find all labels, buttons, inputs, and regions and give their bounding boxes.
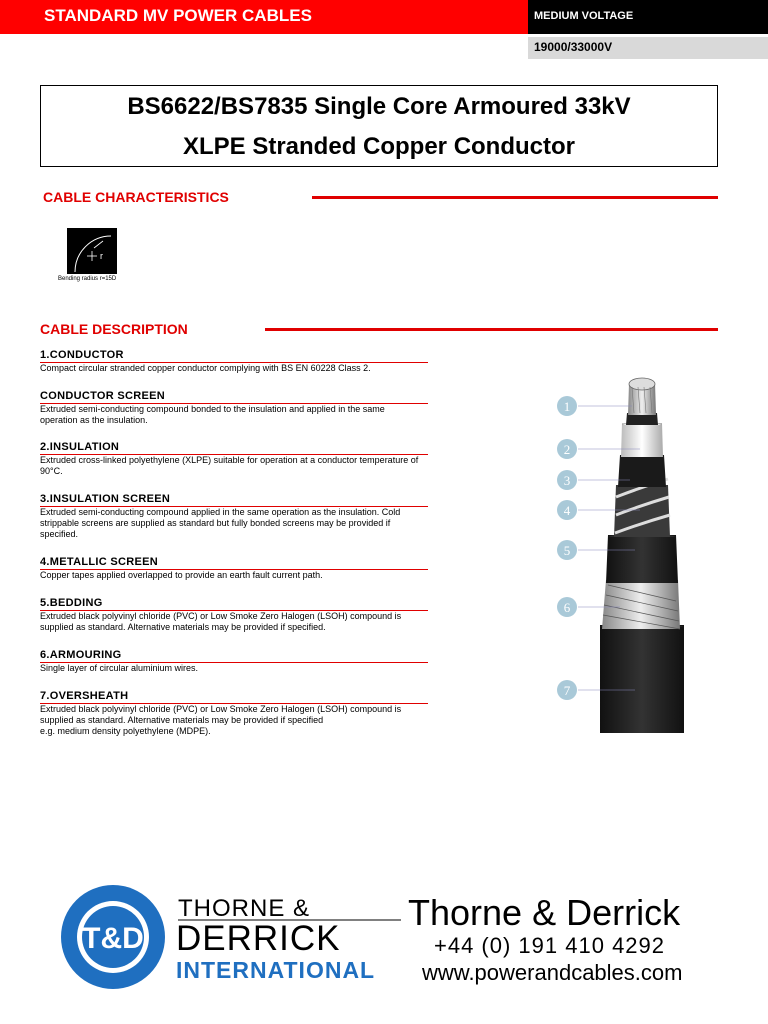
description-item-conductor-screen — [40, 390, 490, 426]
characteristics-heading: CABLE CHARACTERISTICS — [43, 189, 229, 205]
description-item-metallic-screen — [40, 556, 490, 581]
oversheath-layer — [600, 625, 684, 733]
description-item-insulation — [40, 441, 490, 477]
item-title: 3.INSULATION SCREEN — [40, 493, 171, 505]
callout-label-2: 2 — [563, 442, 571, 457]
header-category: STANDARD MV POWER CABLES — [44, 6, 312, 25]
callout-label-4: 4 — [563, 503, 571, 518]
header-category-bar — [0, 0, 528, 34]
bending-radius-caption: Bending radius r=15D — [58, 276, 117, 282]
bending-radius-symbol: r — [100, 251, 103, 261]
item-title: 7.OVERSHEATH — [40, 690, 129, 702]
title-line-2: XLPE Stranded Copper Conductor — [182, 133, 575, 160]
description-item-oversheath — [40, 690, 490, 737]
insulation-screen-layer — [618, 455, 666, 487]
bending-radius-icon — [67, 228, 117, 274]
callout-label-3: 3 — [563, 473, 571, 488]
callout-label-1: 1 — [563, 399, 571, 414]
bedding-layer — [606, 535, 678, 583]
item-title: 4.METALLIC SCREEN — [40, 556, 158, 568]
voltage-rating-bar — [528, 37, 768, 59]
callout-label-5: 5 — [563, 543, 571, 558]
insulation-layer — [621, 423, 663, 457]
header-voltage-class: MEDIUM VOLTAGE — [534, 10, 634, 22]
callout-label-6: 6 — [563, 600, 571, 615]
description-heading: CABLE DESCRIPTION — [40, 321, 188, 337]
title-line-1: BS6622/BS7835 Single Core Armoured 33kV — [127, 93, 631, 120]
description-item-armouring — [40, 649, 490, 674]
company-logo — [56, 880, 408, 995]
item-title: 5.BEDDING — [40, 597, 103, 609]
item-text: Extruded black polyvinyl chloride (PVC) or Low Smoke Zero Halogen (LSOH) compound is supplied as standard. Alternative materials may be provided if specified. — [40, 611, 402, 632]
item-title: 2.INSULATION — [40, 441, 120, 453]
item-text: Extruded cross-linked polyethylene (XLPE) suitable for operation at a conductor temperature of 90°C. — [40, 455, 419, 476]
item-title: 1.CONDUCTOR — [40, 349, 124, 361]
item-title: 6.ARMOURING — [40, 649, 122, 661]
company-name: Thorne & Derrick — [408, 892, 681, 933]
item-text: Extruded semi-conducting compound bonded to the insulation and applied in the same operation as the insulation. — [40, 404, 385, 425]
item-text: Single layer of circular aluminium wires. — [40, 663, 199, 673]
header-voltage-class-bar — [528, 0, 768, 34]
cable-construction-diagram — [540, 375, 730, 735]
company-website[interactable]: www.powerandcables.com — [422, 960, 683, 985]
characteristics-rule — [312, 196, 718, 199]
voltage-rating: 19000/33000V — [534, 40, 613, 54]
logo-line-1: THORNE & — [178, 895, 311, 922]
item-text: Copper tapes applied overlapped to provide an earth fault current path. — [40, 570, 323, 580]
title-box — [40, 85, 718, 167]
item-title: CONDUCTOR SCREEN — [40, 390, 165, 402]
item-text: Extruded semi-conducting compound applied in the same operation as the insulation. Cold strippable screens are supplied as standard but fully bonded screens may be provided if specified. — [40, 507, 401, 539]
description-rule — [265, 328, 718, 331]
item-text: Extruded black polyvinyl chloride (PVC) or Low Smoke Zero Halogen (LSOH) compound is supplied as standard. Alternative materials may be provided if specified e.g. medium density polyethylene (MDPE). — [40, 704, 402, 736]
company-phone: +44 (0) 191 410 4292 — [434, 933, 666, 958]
description-item-bedding — [40, 597, 490, 633]
description-item-conductor — [40, 349, 490, 374]
logo-line-2: DERRICK — [176, 919, 341, 958]
logo-monogram: T&D — [82, 922, 144, 955]
logo-line-3: INTERNATIONAL — [176, 957, 376, 983]
item-text: Compact circular stranded copper conductor complying with BS EN 60228 Class 2. — [40, 363, 371, 373]
callout-label-7: 7 — [563, 683, 571, 698]
description-item-insulation-screen — [40, 493, 490, 540]
